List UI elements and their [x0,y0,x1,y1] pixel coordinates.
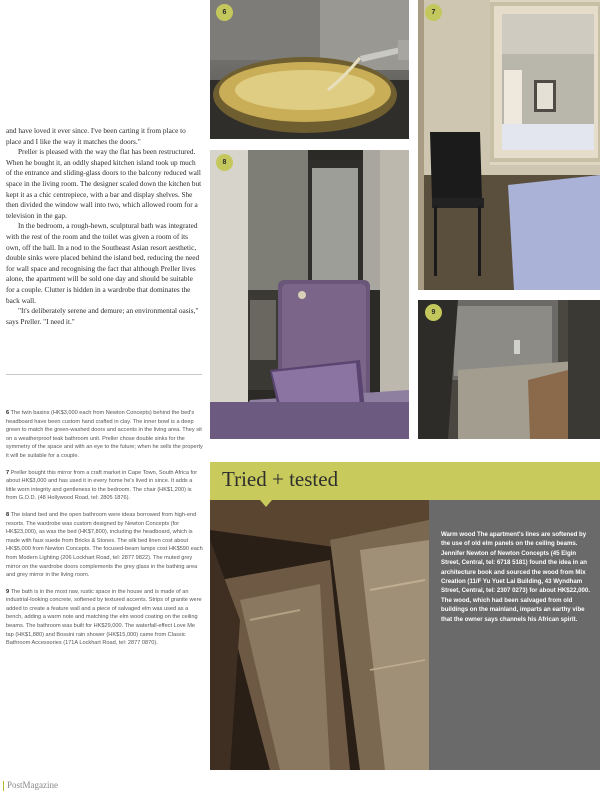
photo-mirror [418,0,600,290]
photo-number-badge: 8 [216,154,233,171]
body-paragraph: Preller is pleased with the way the flat has been restructured. When he bought it, an oddly shaped kitchen island took up much of the entrance and sliding-glass doors to the balcony reduced wall space in the living room. The designer scaled down the kitchen but kept it as a chic centrepiece, with a bar and display shelves. She then divided the window wall into two, which allowed room for a television in the gap. [6,147,202,220]
caption-6: 6 The twin basins (HK$3,000 each from Newton Concepts) behind the bed's headboard have been custom hand crafted in clay. The inner bowl is a deep green to match the green-washed doors and accents in the living area. They sit on a weatherproof teak bathroom unit. Preller chose double sinks for the symmetry of the space and with an eye to the future; when he sells the property it will be suitable for a couple. [6,410,203,459]
basin-illustration [210,0,409,139]
photo-captions [6,409,203,656]
body-paragraph: "It's deliberately serene and demure; an environmental oasis," says Preller. "I need it." [6,306,199,326]
mirror-illustration [418,0,600,290]
banner-pointer [260,500,272,507]
photo-bedroom [210,150,409,439]
page-footer [3,780,58,791]
tried-tested-title: Tried + tested [222,467,339,491]
magazine-name: PostMagazine [7,780,58,790]
tried-tested-body: The apartment's lines are softened by the use of old elm panels on the ceiling beams. Jennifer Newton of Newton Concepts (45 Elgin Street, Central, tel: 6718 5181) found the idea in an architecture book and sourced the wood from Mix Creation (11/F Yu Yuet Lai Building, 43 Wyndham Street, Central, tel: 2307 0273) for about HK$22,000. The wood, which had been salvaged from old buildings on the mainland, imparts an earthy vibe that the owner says channels his African spirit. [441,531,591,623]
caption-8: 8 The island bed and the open bathroom were ideas borrowed from high-end resorts. The wardrobe was custom designed by Newton Concepts (for HK$23,000), as was the bed (HK$7,800), including the headboard, which is made with faux suede from Bricks & Stones. The silk bed linen cost about HK$5,000 from Newton Concepts. The focused-beam lamps cost HK$590 each from Modern Lighting (206 Lockhart Road, tel: 2877 9822). The muted grey mirror on the wardrobe doors complements the grey glass in the bathing area and grey mirror in the living room. [6,511,203,579]
bath-illustration [418,300,600,439]
article-body [6,126,203,327]
divider [6,374,202,375]
photo-number-badge: 7 [425,4,442,21]
tried-tested-text [441,530,591,624]
wood-beams-illustration [210,500,429,770]
photo-number-badge: 9 [425,304,442,321]
photo-bath [418,300,600,439]
body-paragraph: and have loved it ever since. I've been carting it from place to place and I like the way it matches the doors." [6,126,186,146]
caption-7: 7 Preller bought this mirror from a craft market in Cape Town, South Africa for about HK$3,000 and has used it in every home he's lived in since. It adds a little worn integrity and gentleness to the bedroom. The chair (HK$1,200) is from G.O.D. (48 Hollywood Road, tel: 2805 1876). [6,469,198,502]
photo-basin [210,0,409,139]
bedroom-illustration [210,150,409,439]
caption-9: 9 The bath is in the most raw, rustic space in the house and is made of an industrial-looking concrete, softened by textured accents. Strips of granite were added to create a feature wall and a piece of salvaged elm was used as a bench, adding a warm note and matching the elm wood coating on the ceiling beams. The bathroom was built for HK$29,000. The waterfall-effect Love Me tap (HK$1,880) and Bossini rain shower (HK$15,000) came from Classic Bathroom Accessories (171A Lockhart Road, tel: 2877 0870). [6,588,202,647]
footer-accent-bar [3,781,4,791]
photo-number-badge: 6 [216,4,233,21]
photo-wood-beams [210,500,429,770]
body-paragraph: In the bedroom, a rough-hewn, sculptural bath was integrated with the rest of the room and the toilet was given a room of its own, off the hall. In a nod to the Southeast Asian resort aesthetic, double sinks were placed behind the island bed, reducing the need for wall space and recognising the fact that although Preller lives alone, the apartment will be sold one day and should be suitable for a couple. Clutter is hidden in a wardrobe that dominates the back wall. [6,221,200,305]
tried-tested-lead: Warm wood [441,531,476,538]
